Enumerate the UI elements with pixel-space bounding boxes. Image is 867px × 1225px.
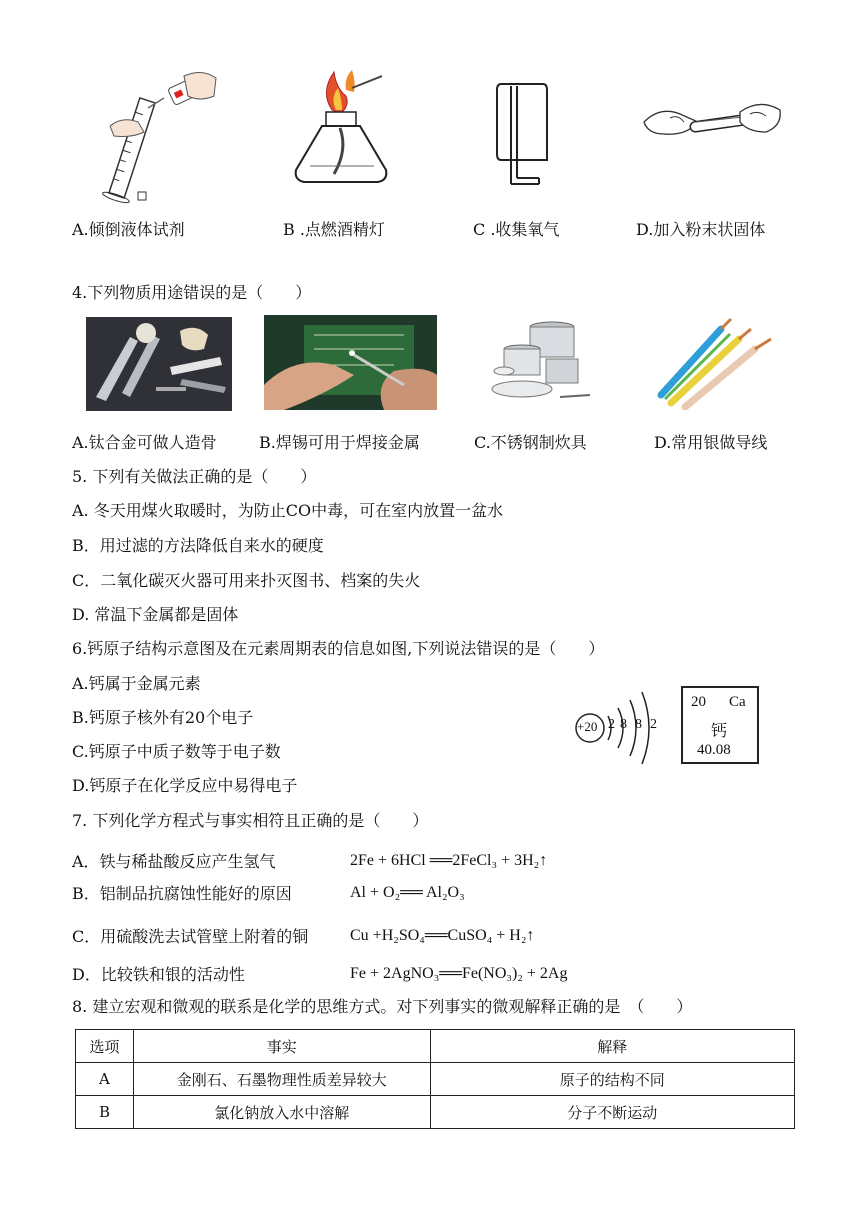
table-cell: A <box>76 1063 134 1096</box>
q7-option-b-label: B．铝制品抗腐蚀性能好的原因 <box>72 884 292 903</box>
q3-option-d-label: D.加入粉末状固体 <box>636 220 766 239</box>
element-name: 钙 <box>711 723 728 740</box>
q4-option-c-label: C.不锈钢制炊具 <box>474 433 587 452</box>
q7-option-a-equation: 2Fe + 6HCl ══2FeCl₃ + 3H₂↑ <box>350 852 548 869</box>
q7-option-d-equation: Fe + 2AgNO₃══Fe(NO₃)₂ + 2Ag <box>350 965 568 982</box>
q5-stem: 5. 下列有关做法正确的是（ ） <box>72 467 317 486</box>
q6-option-c: C.钙原子中质子数等于电子数 <box>72 742 281 761</box>
q5-option-b: B．用过滤的方法降低自来水的硬度 <box>72 536 324 555</box>
cookware-photo <box>482 315 592 410</box>
q7-option-c-equation: Cu +H₂SO₄══CuSO₄ + H₂↑ <box>350 927 535 944</box>
element-atomic-mass: 40.08 <box>697 742 731 758</box>
q5-option-a: A. 冬天用煤火取暖时，为防止CO中毒，可在室内放置一盆水 <box>72 501 504 520</box>
q5-option-c: C．二氧化碳灭火器可用来扑灭图书、档案的失火 <box>72 571 421 590</box>
q5-option-d: D. 常温下金属都是固体 <box>72 605 239 624</box>
table-header-cell: 事实 <box>133 1030 430 1063</box>
q8-table <box>75 1029 795 1129</box>
table-cell: B <box>76 1096 134 1129</box>
alcohol-lamp-icon <box>290 70 400 200</box>
q7-stem: 7. 下列化学方程式与事实相符且正确的是（ ） <box>72 811 429 830</box>
pouring-liquid-icon <box>92 68 222 208</box>
q6-option-b: B.钙原子核外有20个电子 <box>72 708 254 727</box>
table-cell: 分子不断运动 <box>430 1096 794 1129</box>
copper-wires-photo <box>655 315 775 410</box>
table-cell: 氯化钠放入水中溶解 <box>133 1096 430 1129</box>
q4-option-a-label: A.钛合金可做人造骨 <box>72 433 217 452</box>
table-row <box>76 1096 795 1129</box>
table-header-cell: 选项 <box>76 1030 134 1063</box>
gas-collection-bottle-icon <box>495 80 555 190</box>
q8-stem: 8. 建立宏观和微观的联系是化学的思维方式。对下列事实的微观解释正确的是 （ ） <box>72 997 693 1016</box>
q7-option-b-equation: Al + O₂══ Al₂O₃ <box>350 884 465 901</box>
element-atomic-number: 20 <box>691 694 706 710</box>
calcium-element-cell <box>681 686 759 764</box>
q6-stem: 6.钙原子结构示意图及在元素周期表的信息如图,下列说法错误的是（ ） <box>72 639 605 658</box>
table-row <box>76 1063 795 1096</box>
adding-powder-icon <box>640 92 785 152</box>
q3-option-a-label: A.倾倒液体试剂 <box>72 220 185 239</box>
soldering-photo <box>264 315 437 410</box>
q7-option-a-label: A．铁与稀盐酸反应产生氢气 <box>72 852 276 871</box>
table-cell: 金刚石、石墨物理性质差异较大 <box>133 1063 430 1096</box>
q6-option-a: A.钙属于金属元素 <box>72 674 201 693</box>
calcium-atom-diagram <box>574 688 666 768</box>
q6-option-d: D.钙原子在化学反应中易得电子 <box>72 776 298 795</box>
q7-option-c-label: C．用硫酸洗去试管壁上附着的铜 <box>72 927 309 946</box>
atom-shell-1: 2 <box>608 717 615 732</box>
table-cell: 原子的结构不同 <box>430 1063 794 1096</box>
titanium-bone-photo <box>86 317 232 411</box>
atom-nucleus-charge: +20 <box>577 719 598 734</box>
q4-option-b-label: B.焊锡可用于焊接金属 <box>259 433 420 452</box>
q7-option-d-label: D．比较铁和银的活动性 <box>72 965 245 984</box>
atom-shell-4: 2 <box>650 717 657 732</box>
atom-shell-3: 8 <box>635 717 642 732</box>
table-header-cell: 解释 <box>430 1030 794 1063</box>
q4-option-d-label: D.常用银做导线 <box>654 433 768 452</box>
q3-option-b-label: B .点燃酒精灯 <box>283 220 385 239</box>
q4-stem: 4.下列物质用途错误的是（ ） <box>72 283 312 302</box>
table-header-row <box>76 1030 795 1063</box>
atom-shell-2: 8 <box>620 717 627 732</box>
q3-option-c-label: C .收集氧气 <box>473 220 560 239</box>
element-symbol: Ca <box>729 694 746 710</box>
